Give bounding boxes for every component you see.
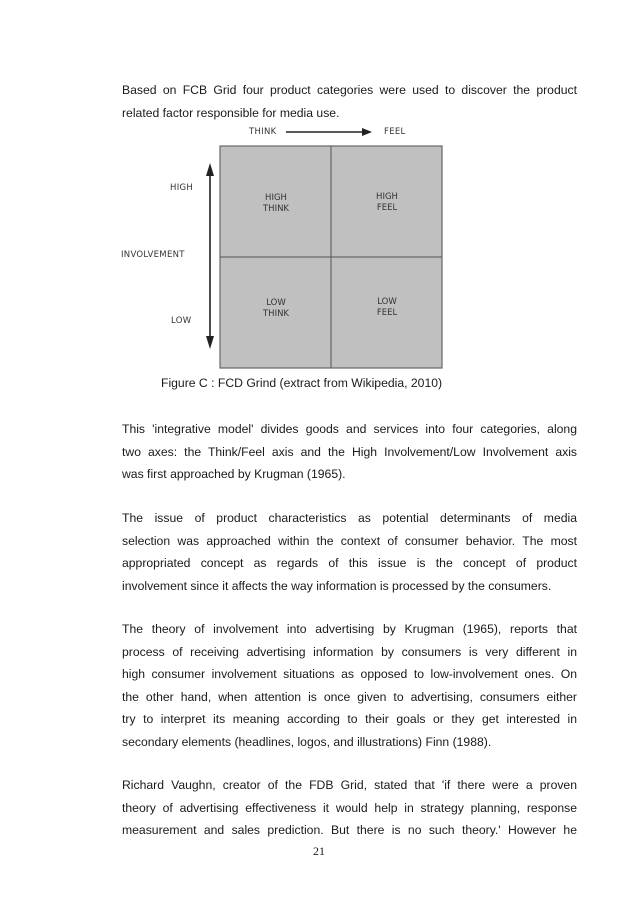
text-line: related factor responsible for media use. (122, 105, 340, 120)
quadrant-line: LOW (266, 298, 286, 308)
text-line: try to interpret its meaning according to their goals or they get interested in (122, 712, 577, 727)
quadrant-line: FEEL (376, 308, 398, 318)
text-line: selection was approached within the context of consumer behavior. The most (122, 533, 577, 548)
figure-caption: Figure C : FCD Grind (extract from Wikipedia, 2010) (161, 376, 443, 390)
text-line: secondary elements (headlines, logos, and illustrations) Finn (1988). (122, 734, 492, 749)
paragraph-integrative-model (122, 418, 577, 486)
quadrant-low-think (248, 298, 304, 320)
text-line: involvement since it affects the way information is processed by the consumers. (122, 578, 552, 593)
axis-label-involvement: INVOLVEMENT (121, 250, 185, 260)
paragraph-theory-of-involvement (122, 618, 577, 754)
involvement-arrowhead-down (206, 336, 214, 349)
quadrant-line: LOW (377, 297, 397, 307)
page-number: 21 (313, 844, 325, 858)
quadrant-low-feel (359, 297, 415, 319)
axis-label-high: HIGH (170, 183, 194, 193)
paragraph-product-characteristics (122, 507, 577, 597)
text-line: measurement and sales prediction. But there is no such theory.' However he (122, 823, 577, 838)
fcb-grid-graphic (118, 120, 458, 375)
quadrant-line: HIGH (376, 192, 398, 202)
text-line: The theory of involvement into advertising by Krugman (1965), reports that (122, 622, 577, 636)
text-line: high consumer involvement situations as opposed to low-involvement ones. On (122, 667, 577, 682)
quadrant-line: THINK (262, 309, 290, 319)
intro-paragraph (122, 79, 577, 124)
quadrant-high-feel (359, 192, 415, 214)
axis-label-feel: FEEL (384, 127, 406, 137)
quadrant-line: HIGH (265, 193, 287, 203)
axis-label-think: THINK (249, 127, 277, 137)
text-line: This 'integrative model' divides goods and services into four categories, along (122, 422, 577, 436)
think-feel-arrowhead (362, 128, 372, 136)
text-line: the other hand, when attention is once given to advertising, consumers either (122, 689, 577, 704)
text-line: theory of advertising effectiveness it would help in strategy planning, response (122, 800, 577, 815)
text-line: Richard Vaughn, creator of the FDB Grid, stated that 'if there were a proven (122, 778, 577, 792)
quadrant-line: FEEL (376, 203, 398, 213)
text-line: was first approached by Krugman (1965). (122, 467, 346, 482)
quadrant-high-think (248, 193, 304, 215)
text-line: Based on FCB Grid four product categories were used to discover the product (122, 83, 577, 97)
text-line: two axes: the Think/Feel axis and the High Involvement/Low Involvement axis (122, 444, 577, 459)
paragraph-richard-vaughn (122, 774, 577, 842)
quadrant-line: THINK (262, 204, 290, 214)
text-line: The issue of product characteristics as potential determinants of media (122, 511, 577, 525)
text-line: process of receiving advertising information by consumers is very different in (122, 644, 577, 659)
fcb-grid-figure (118, 120, 458, 375)
axis-label-low: LOW (171, 316, 192, 326)
involvement-arrowhead-up (206, 163, 214, 176)
text-line: appropriated concept as regards of this issue is the concept of product (122, 556, 577, 571)
